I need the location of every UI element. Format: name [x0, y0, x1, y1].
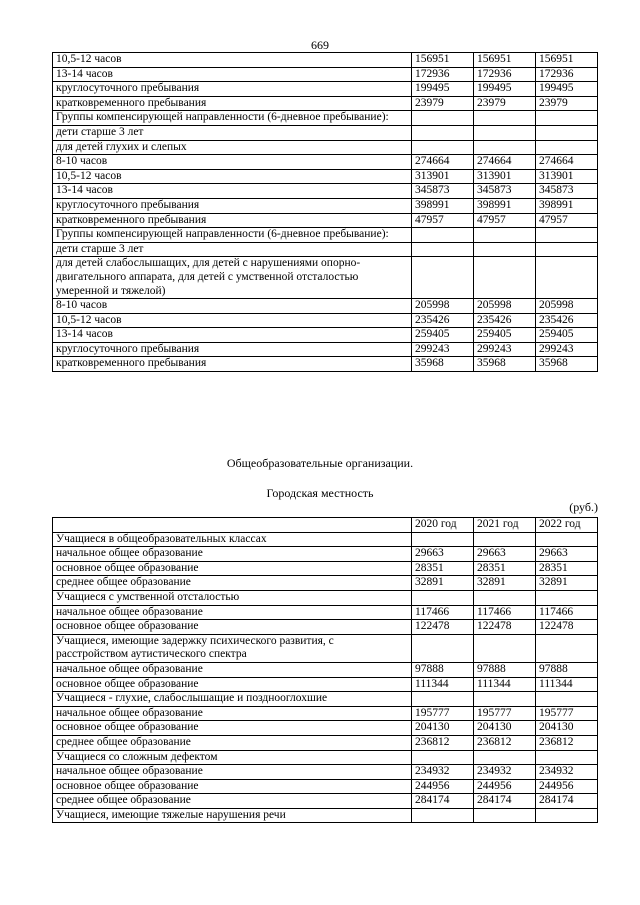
row-label: Учащиеся со сложным дефектом: [53, 750, 412, 765]
value-cell: [536, 242, 598, 257]
table-row: [53, 561, 598, 576]
value-cell: 195777: [412, 706, 474, 721]
table-row: [53, 605, 598, 620]
row-label: среднее общее образование: [53, 735, 412, 750]
row-label: 13-14 часов: [53, 328, 412, 343]
table-row: [53, 547, 598, 562]
value-cell: 259405: [536, 328, 598, 343]
table-row: [53, 779, 598, 794]
value-cell: [536, 532, 598, 547]
value-cell: [412, 634, 474, 662]
value-cell: 236812: [536, 735, 598, 750]
value-cell: 235426: [412, 313, 474, 328]
value-cell: [536, 750, 598, 765]
table-row: [53, 706, 598, 721]
page-number: 669: [311, 38, 329, 52]
value-cell: [536, 111, 598, 126]
value-cell: 47957: [474, 213, 536, 228]
row-label: основное общее образование: [53, 721, 412, 736]
value-cell: 299243: [474, 342, 536, 357]
section-subtitle: Городская местность: [266, 486, 374, 500]
table-row: [53, 342, 598, 357]
row-label: Учащиеся с умственной отсталостью: [53, 590, 412, 605]
table-row: [53, 692, 598, 707]
table-row: [53, 662, 598, 677]
row-label: 8-10 часов: [53, 155, 412, 170]
table-row: [53, 53, 598, 68]
value-cell: 122478: [536, 620, 598, 635]
row-label: для детей слабослышащих, для детей с нарушениями опорно-двигательного аппарата, для детей с умственной отсталостью умеренной и тяжелой): [53, 257, 412, 299]
table-row: [53, 328, 598, 343]
row-label: кратковременного пребывания: [53, 213, 412, 228]
value-cell: [412, 242, 474, 257]
value-cell: [412, 692, 474, 707]
value-cell: [474, 111, 536, 126]
value-cell: 32891: [412, 576, 474, 591]
table-row: [53, 242, 598, 257]
row-label: начальное общее образование: [53, 765, 412, 780]
header-label-cell: [53, 518, 412, 533]
value-cell: [474, 808, 536, 823]
value-cell: 32891: [474, 576, 536, 591]
value-cell: 117466: [412, 605, 474, 620]
value-cell: 259405: [474, 328, 536, 343]
row-label: 10,5-12 часов: [53, 169, 412, 184]
row-label: Учащиеся, имеющие задержку психического развития, с расстройством аутистического спектра: [53, 634, 412, 662]
value-cell: 274664: [536, 155, 598, 170]
school-cost-table-body: [53, 532, 598, 823]
value-cell: 199495: [412, 82, 474, 97]
table-row: [53, 677, 598, 692]
value-cell: 234932: [412, 765, 474, 780]
value-cell: 28351: [536, 561, 598, 576]
table-row: [53, 96, 598, 111]
table-row: [53, 155, 598, 170]
table-row: [53, 213, 598, 228]
value-cell: 23979: [412, 96, 474, 111]
value-cell: [474, 634, 536, 662]
value-cell: 299243: [412, 342, 474, 357]
value-cell: [474, 590, 536, 605]
table-header-row: [53, 518, 598, 533]
value-cell: 235426: [536, 313, 598, 328]
value-cell: 111344: [536, 677, 598, 692]
table-row: [53, 198, 598, 213]
value-cell: 244956: [536, 779, 598, 794]
value-cell: 244956: [474, 779, 536, 794]
row-label: начальное общее образование: [53, 706, 412, 721]
value-cell: 23979: [474, 96, 536, 111]
value-cell: 156951: [474, 53, 536, 68]
value-cell: 111344: [412, 677, 474, 692]
value-cell: 28351: [474, 561, 536, 576]
table-row: [53, 721, 598, 736]
year-header: 2020 год: [412, 518, 474, 533]
row-label: дети старше 3 лет: [53, 125, 412, 140]
value-cell: [474, 750, 536, 765]
value-cell: 117466: [536, 605, 598, 620]
value-cell: [412, 125, 474, 140]
value-cell: [536, 808, 598, 823]
value-cell: 122478: [412, 620, 474, 635]
row-label: начальное общее образование: [53, 547, 412, 562]
value-cell: 29663: [412, 547, 474, 562]
table-row: [53, 357, 598, 372]
value-cell: 259405: [412, 328, 474, 343]
value-cell: [536, 590, 598, 605]
row-label: среднее общее образование: [53, 794, 412, 809]
table-row: [53, 620, 598, 635]
value-cell: 29663: [536, 547, 598, 562]
value-cell: [412, 532, 474, 547]
preschool-cost-table-body: [53, 53, 598, 372]
value-cell: [536, 140, 598, 155]
row-label: Учащиеся в общеобразовательных классах: [53, 532, 412, 547]
value-cell: [474, 257, 536, 299]
value-cell: 32891: [536, 576, 598, 591]
row-label: дети старше 3 лет: [53, 242, 412, 257]
value-cell: 284174: [474, 794, 536, 809]
value-cell: 156951: [536, 53, 598, 68]
value-cell: 398991: [474, 198, 536, 213]
value-cell: 97888: [412, 662, 474, 677]
row-label: Группы компенсирующей направленности (6-дневное пребывание):: [53, 111, 412, 126]
row-label: 10,5-12 часов: [53, 53, 412, 68]
row-label: начальное общее образование: [53, 605, 412, 620]
table-row: [53, 140, 598, 155]
value-cell: [412, 590, 474, 605]
table-row: [53, 590, 598, 605]
year-header: 2022 год: [536, 518, 598, 533]
value-cell: 111344: [474, 677, 536, 692]
value-cell: 398991: [536, 198, 598, 213]
value-cell: 172936: [536, 67, 598, 82]
preschool-cost-table: [52, 52, 598, 372]
value-cell: 195777: [474, 706, 536, 721]
table-row: [53, 67, 598, 82]
value-cell: [474, 242, 536, 257]
table-row: [53, 228, 598, 243]
value-cell: 274664: [474, 155, 536, 170]
value-cell: [536, 257, 598, 299]
table-row: [53, 576, 598, 591]
value-cell: 97888: [474, 662, 536, 677]
table-row: [53, 794, 598, 809]
value-cell: 345873: [412, 184, 474, 199]
row-label: круглосуточного пребывания: [53, 198, 412, 213]
value-cell: [474, 228, 536, 243]
value-cell: 398991: [412, 198, 474, 213]
value-cell: 156951: [412, 53, 474, 68]
value-cell: 117466: [474, 605, 536, 620]
table-row: [53, 82, 598, 97]
row-label: Группы компенсирующей направленности (6-дневное пребывание):: [53, 228, 412, 243]
row-label: круглосуточного пребывания: [53, 342, 412, 357]
value-cell: 35968: [474, 357, 536, 372]
value-cell: 195777: [536, 706, 598, 721]
row-label: Учащиеся, имеющие тяжелые нарушения речи: [53, 808, 412, 823]
table-row: [53, 765, 598, 780]
row-label: Учащиеся - глухие, слабослышащие и позднооглохшие: [53, 692, 412, 707]
value-cell: 205998: [536, 299, 598, 314]
row-label: 8-10 часов: [53, 299, 412, 314]
row-label: среднее общее образование: [53, 576, 412, 591]
value-cell: 47957: [536, 213, 598, 228]
row-label: кратковременного пребывания: [53, 96, 412, 111]
row-label: 10,5-12 часов: [53, 313, 412, 328]
value-cell: [412, 228, 474, 243]
value-cell: 284174: [536, 794, 598, 809]
row-label: начальное общее образование: [53, 662, 412, 677]
value-cell: 47957: [412, 213, 474, 228]
value-cell: [412, 750, 474, 765]
value-cell: [536, 634, 598, 662]
value-cell: 313901: [536, 169, 598, 184]
value-cell: 234932: [474, 765, 536, 780]
value-cell: 345873: [474, 184, 536, 199]
value-cell: 199495: [474, 82, 536, 97]
table-row: [53, 184, 598, 199]
value-cell: 235426: [474, 313, 536, 328]
table-row: [53, 257, 598, 299]
value-cell: 204130: [412, 721, 474, 736]
row-label: круглосуточного пребывания: [53, 82, 412, 97]
value-cell: 205998: [412, 299, 474, 314]
row-label: 13-14 часов: [53, 184, 412, 199]
value-cell: [474, 125, 536, 140]
value-cell: 172936: [412, 67, 474, 82]
table-row: [53, 735, 598, 750]
value-cell: 234932: [536, 765, 598, 780]
table-row: [53, 634, 598, 662]
value-cell: 35968: [412, 357, 474, 372]
value-cell: [412, 111, 474, 126]
year-header: 2021 год: [474, 518, 536, 533]
section-title: Общеобразовательные организации.: [226, 456, 414, 470]
table-row: [53, 125, 598, 140]
value-cell: 172936: [474, 67, 536, 82]
value-cell: 35968: [536, 357, 598, 372]
row-label: кратковременного пребывания: [53, 357, 412, 372]
table-row: [53, 532, 598, 547]
value-cell: [536, 692, 598, 707]
table-row: [53, 111, 598, 126]
value-cell: [474, 532, 536, 547]
table-row: [53, 750, 598, 765]
value-cell: 205998: [474, 299, 536, 314]
value-cell: 345873: [536, 184, 598, 199]
value-cell: 274664: [412, 155, 474, 170]
value-cell: [474, 692, 536, 707]
row-label: основное общее образование: [53, 779, 412, 794]
row-label: 13-14 часов: [53, 67, 412, 82]
value-cell: 284174: [412, 794, 474, 809]
value-cell: 23979: [536, 96, 598, 111]
row-label: основное общее образование: [53, 677, 412, 692]
value-cell: 122478: [474, 620, 536, 635]
value-cell: 29663: [474, 547, 536, 562]
row-label: основное общее образование: [53, 561, 412, 576]
value-cell: 236812: [474, 735, 536, 750]
value-cell: 204130: [474, 721, 536, 736]
table-row: [53, 299, 598, 314]
value-cell: 313901: [412, 169, 474, 184]
value-cell: [412, 808, 474, 823]
value-cell: [536, 125, 598, 140]
value-cell: 199495: [536, 82, 598, 97]
value-cell: 244956: [412, 779, 474, 794]
row-label: для детей глухих и слепых: [53, 140, 412, 155]
value-cell: 204130: [536, 721, 598, 736]
school-cost-table: [52, 517, 598, 823]
value-cell: [536, 228, 598, 243]
value-cell: 236812: [412, 735, 474, 750]
units-label: (руб.): [569, 500, 598, 514]
value-cell: [412, 257, 474, 299]
value-cell: 313901: [474, 169, 536, 184]
value-cell: 97888: [536, 662, 598, 677]
table-row: [53, 313, 598, 328]
table-row: [53, 169, 598, 184]
row-label: основное общее образование: [53, 620, 412, 635]
table-row: [53, 808, 598, 823]
value-cell: [412, 140, 474, 155]
value-cell: 28351: [412, 561, 474, 576]
value-cell: [474, 140, 536, 155]
value-cell: 299243: [536, 342, 598, 357]
